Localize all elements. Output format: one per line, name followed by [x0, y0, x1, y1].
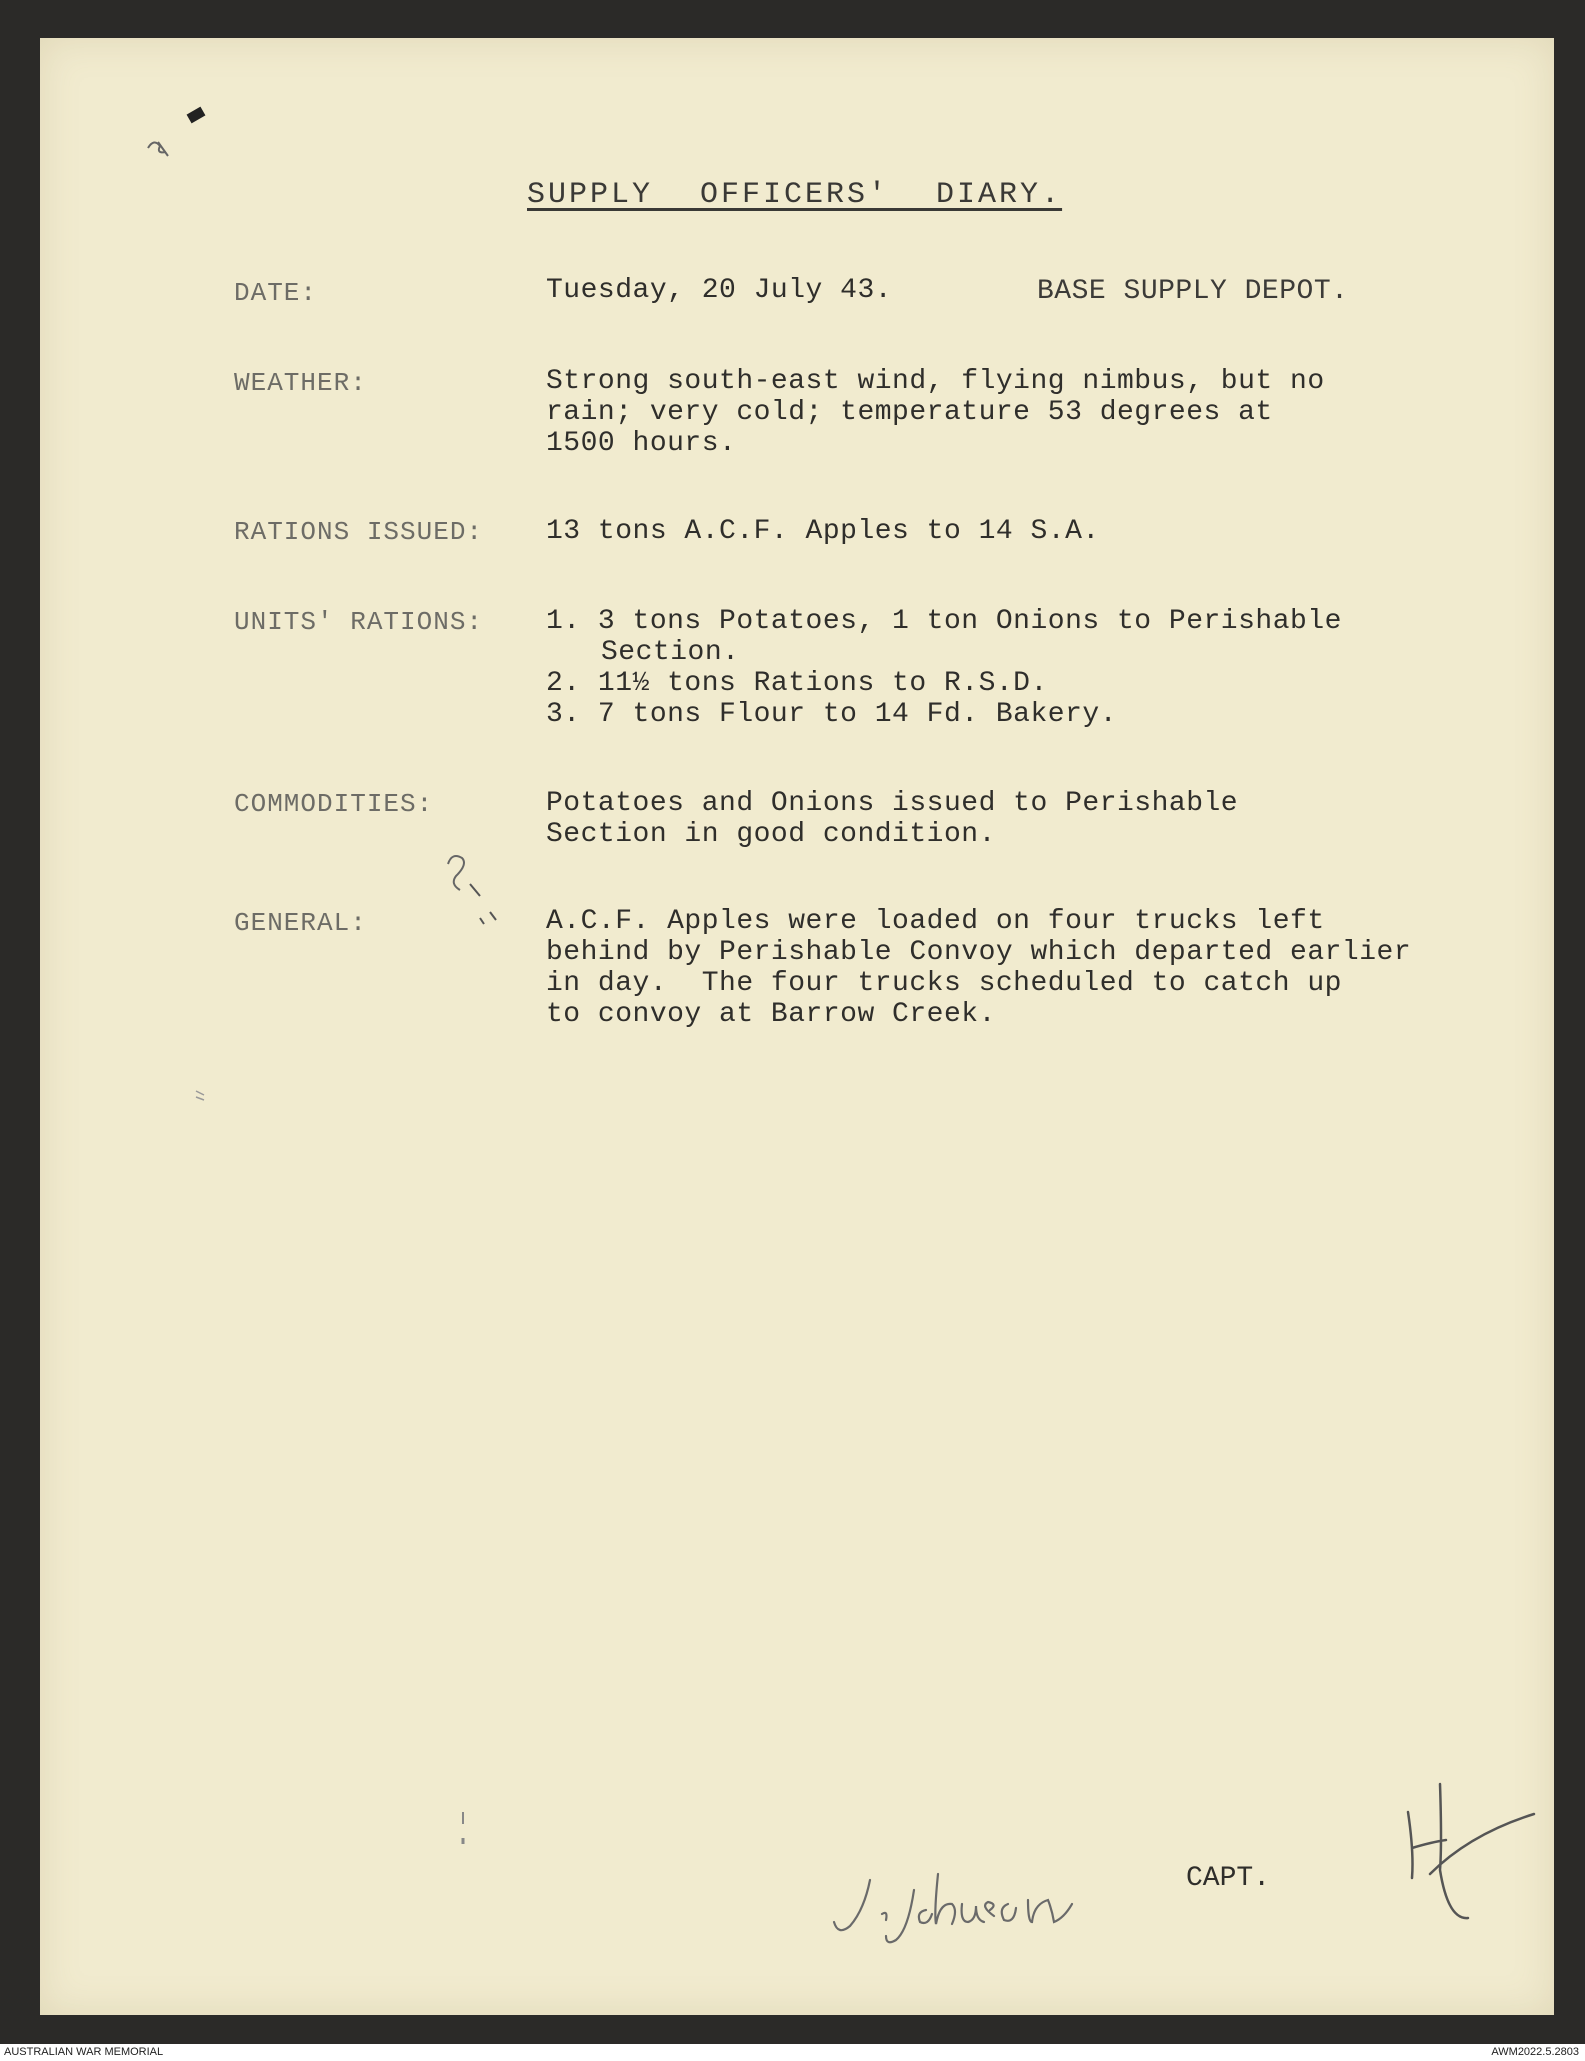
handwritten-initials [1400, 1778, 1550, 1948]
archive-footer [0, 2044, 1585, 2061]
date-label: DATE: [234, 278, 318, 308]
pencil-mark-icon [136, 86, 216, 176]
commodities-line: Section in good condition. [546, 819, 996, 850]
general-line: in day. The four trucks scheduled to catch up [546, 968, 1342, 999]
date-value: Tuesday, 20 July 43. [546, 275, 893, 306]
general-line: behind by Perishable Convoy which departed earlier [546, 937, 1412, 968]
commodities-line: Potatoes and Onions issued to Perishable [546, 788, 1239, 819]
units-rations-line: Section. [601, 637, 740, 668]
rank-label: CAPT. [1186, 1863, 1271, 1894]
depot-name: BASE SUPPLY DEPOT. [1037, 276, 1349, 307]
general-line: to convoy at Barrow Creek. [546, 999, 996, 1030]
weather-value [546, 366, 1325, 459]
footer-accession-number: AWM2022.5.2803 [1491, 2046, 1579, 2058]
weather-line: Strong south-east wind, flying nimbus, but no [546, 366, 1325, 397]
rations-issued-value: 13 tons A.C.F. Apples to 14 S.A. [546, 516, 1100, 547]
page-title: SUPPLY OFFICERS' DIARY. [527, 178, 1063, 212]
units-rations-line: 2. 11½ tons Rations to R.S.D. [546, 668, 1048, 699]
general-label: GENERAL: [234, 908, 367, 938]
weather-line: rain; very cold; temperature 53 degrees at [546, 397, 1273, 428]
weather-line: 1500 hours. [546, 428, 737, 459]
rations-issued-label: RATIONS ISSUED: [234, 517, 484, 547]
units-rations-line: 1. 3 tons Potatoes, 1 ton Onions to Perishable [546, 606, 1342, 637]
units-rations-line: 3. 7 tons Flour to 14 Fd. Bakery. [546, 699, 1117, 730]
footer-institution: AUSTRALIAN WAR MEMORIAL [4, 2046, 164, 2058]
pencil-question-mark-icon [440, 848, 520, 928]
weather-label: WEATHER: [234, 368, 367, 398]
units-rations-label: UNITS' RATIONS: [234, 607, 484, 637]
general-line: A.C.F. Apples were loaded on four trucks left [546, 906, 1325, 937]
ink-smudge-icon [193, 1087, 207, 1107]
units-rations-value [546, 606, 1342, 730]
general-value [546, 906, 1411, 1030]
commodities-label: COMMODITIES: [234, 789, 434, 819]
handwritten-signature [830, 1860, 1160, 1950]
pin-hole-mark-icon [456, 1810, 470, 1860]
commodities-value [546, 788, 1238, 850]
